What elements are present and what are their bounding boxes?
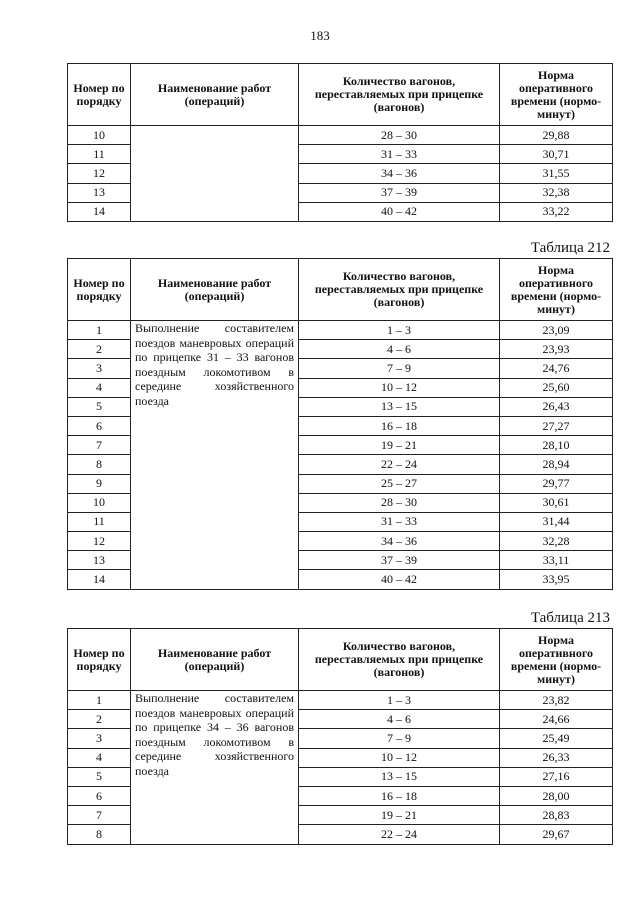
norm-time-value: 29,67 bbox=[500, 825, 613, 844]
wagon-count-range: 37 – 39 bbox=[299, 551, 500, 570]
row-number: 10 bbox=[68, 493, 131, 512]
wagon-count-range: 37 – 39 bbox=[299, 183, 500, 202]
row-number: 7 bbox=[68, 436, 131, 455]
table-header-row bbox=[68, 629, 613, 691]
wagon-count-range: 7 – 9 bbox=[299, 359, 500, 378]
header-wagon-count: Количество вагонов, переставляемых при прицепке (вагонов) bbox=[299, 259, 500, 321]
norm-time-value: 31,44 bbox=[500, 512, 613, 531]
row-number: 12 bbox=[68, 532, 131, 551]
norm-time-value: 33,95 bbox=[500, 570, 613, 589]
norms-table-continued bbox=[67, 63, 613, 222]
wagon-count-range: 16 – 18 bbox=[299, 786, 500, 805]
row-number: 8 bbox=[68, 825, 131, 844]
row-number: 11 bbox=[68, 512, 131, 531]
row-number: 13 bbox=[68, 551, 131, 570]
row-number: 2 bbox=[68, 340, 131, 359]
header-operation: Наименование работ (операций) bbox=[131, 64, 299, 126]
norm-time-value: 23,82 bbox=[500, 691, 613, 710]
operation-description: Выполнение составителем поездов маневровых операций по прицепке 31 – 33 вагонов поездным локомотивом в середине хозяйственного поезда bbox=[131, 321, 299, 590]
wagon-count-range: 19 – 21 bbox=[299, 806, 500, 825]
norm-time-value: 33,11 bbox=[500, 551, 613, 570]
norm-time-value: 27,16 bbox=[500, 767, 613, 786]
norm-time-value: 25,49 bbox=[500, 729, 613, 748]
wagon-count-range: 13 – 15 bbox=[299, 397, 500, 416]
operation-description bbox=[131, 126, 299, 222]
header-number: Номер по порядку bbox=[68, 64, 131, 126]
row-number: 4 bbox=[68, 378, 131, 397]
wagon-count-range: 10 – 12 bbox=[299, 378, 500, 397]
row-number: 7 bbox=[68, 806, 131, 825]
header-operation: Наименование работ (операций) bbox=[131, 259, 299, 321]
wagon-count-range: 31 – 33 bbox=[299, 145, 500, 164]
norm-time-value: 30,71 bbox=[500, 145, 613, 164]
header-wagon-count: Количество вагонов, переставляемых при прицепке (вагонов) bbox=[299, 629, 500, 691]
row-number: 1 bbox=[68, 321, 131, 340]
norm-time-value: 33,22 bbox=[500, 202, 613, 221]
wagon-count-range: 22 – 24 bbox=[299, 455, 500, 474]
header-operation: Наименование работ (операций) bbox=[131, 629, 299, 691]
norm-time-value: 28,83 bbox=[500, 806, 613, 825]
table-caption-213: Таблица 213 bbox=[530, 610, 610, 626]
table-caption-212: Таблица 212 bbox=[530, 240, 610, 256]
row-number: 12 bbox=[68, 164, 131, 183]
row-number: 8 bbox=[68, 455, 131, 474]
row-number: 3 bbox=[68, 729, 131, 748]
row-number: 10 bbox=[68, 126, 131, 145]
row-number: 9 bbox=[68, 474, 131, 493]
wagon-count-range: 28 – 30 bbox=[299, 126, 500, 145]
header-number: Номер по порядку bbox=[68, 259, 131, 321]
wagon-count-range: 1 – 3 bbox=[299, 691, 500, 710]
table-header-row bbox=[68, 259, 613, 321]
row-number: 1 bbox=[68, 691, 131, 710]
row-number: 13 bbox=[68, 183, 131, 202]
wagon-count-range: 4 – 6 bbox=[299, 710, 500, 729]
norm-time-value: 24,76 bbox=[500, 359, 613, 378]
wagon-count-range: 13 – 15 bbox=[299, 767, 500, 786]
wagon-count-range: 4 – 6 bbox=[299, 340, 500, 359]
header-norm-time: Норма оперативного времени (нормо-минут) bbox=[500, 629, 613, 691]
wagon-count-range: 16 – 18 bbox=[299, 416, 500, 435]
norm-time-value: 29,77 bbox=[500, 474, 613, 493]
norm-time-value: 26,43 bbox=[500, 397, 613, 416]
norms-table-212 bbox=[67, 258, 613, 590]
row-number: 14 bbox=[68, 202, 131, 221]
wagon-count-range: 25 – 27 bbox=[299, 474, 500, 493]
row-number: 3 bbox=[68, 359, 131, 378]
norm-time-value: 28,10 bbox=[500, 436, 613, 455]
row-number: 5 bbox=[68, 767, 131, 786]
table-header-row bbox=[68, 64, 613, 126]
norm-time-value: 28,00 bbox=[500, 786, 613, 805]
norms-table-213 bbox=[67, 628, 613, 845]
norm-time-value: 23,93 bbox=[500, 340, 613, 359]
row-number: 14 bbox=[68, 570, 131, 589]
row-number: 5 bbox=[68, 397, 131, 416]
wagon-count-range: 19 – 21 bbox=[299, 436, 500, 455]
norm-time-value: 29,88 bbox=[500, 126, 613, 145]
row-number: 2 bbox=[68, 710, 131, 729]
table-row bbox=[68, 126, 613, 145]
header-wagon-count: Количество вагонов, переставляемых при прицепке (вагонов) bbox=[299, 64, 500, 126]
wagon-count-range: 31 – 33 bbox=[299, 512, 500, 531]
header-number: Номер по порядку bbox=[68, 629, 131, 691]
wagon-count-range: 34 – 36 bbox=[299, 164, 500, 183]
wagon-count-range: 40 – 42 bbox=[299, 202, 500, 221]
norm-time-value: 32,38 bbox=[500, 183, 613, 202]
row-number: 6 bbox=[68, 416, 131, 435]
norm-time-value: 23,09 bbox=[500, 321, 613, 340]
wagon-count-range: 40 – 42 bbox=[299, 570, 500, 589]
wagon-count-range: 22 – 24 bbox=[299, 825, 500, 844]
wagon-count-range: 34 – 36 bbox=[299, 532, 500, 551]
row-number: 4 bbox=[68, 748, 131, 767]
header-norm-time: Норма оперативного времени (нормо-минут) bbox=[500, 64, 613, 126]
header-norm-time: Норма оперативного времени (нормо-минут) bbox=[500, 259, 613, 321]
wagon-count-range: 1 – 3 bbox=[299, 321, 500, 340]
norm-time-value: 26,33 bbox=[500, 748, 613, 767]
norm-time-value: 25,60 bbox=[500, 378, 613, 397]
operation-description: Выполнение составителем поездов маневровых операций по прицепке 34 – 36 вагонов поездным локомотивом в середине хозяйственного поезда bbox=[131, 691, 299, 845]
wagon-count-range: 28 – 30 bbox=[299, 493, 500, 512]
page-number: 183 bbox=[310, 28, 330, 43]
norm-time-value: 31,55 bbox=[500, 164, 613, 183]
norm-time-value: 32,28 bbox=[500, 532, 613, 551]
row-number: 6 bbox=[68, 786, 131, 805]
row-number: 11 bbox=[68, 145, 131, 164]
table-row bbox=[68, 321, 613, 340]
norm-time-value: 30,61 bbox=[500, 493, 613, 512]
norm-time-value: 28,94 bbox=[500, 455, 613, 474]
table-row bbox=[68, 691, 613, 710]
norm-time-value: 24,66 bbox=[500, 710, 613, 729]
wagon-count-range: 7 – 9 bbox=[299, 729, 500, 748]
wagon-count-range: 10 – 12 bbox=[299, 748, 500, 767]
norm-time-value: 27,27 bbox=[500, 416, 613, 435]
